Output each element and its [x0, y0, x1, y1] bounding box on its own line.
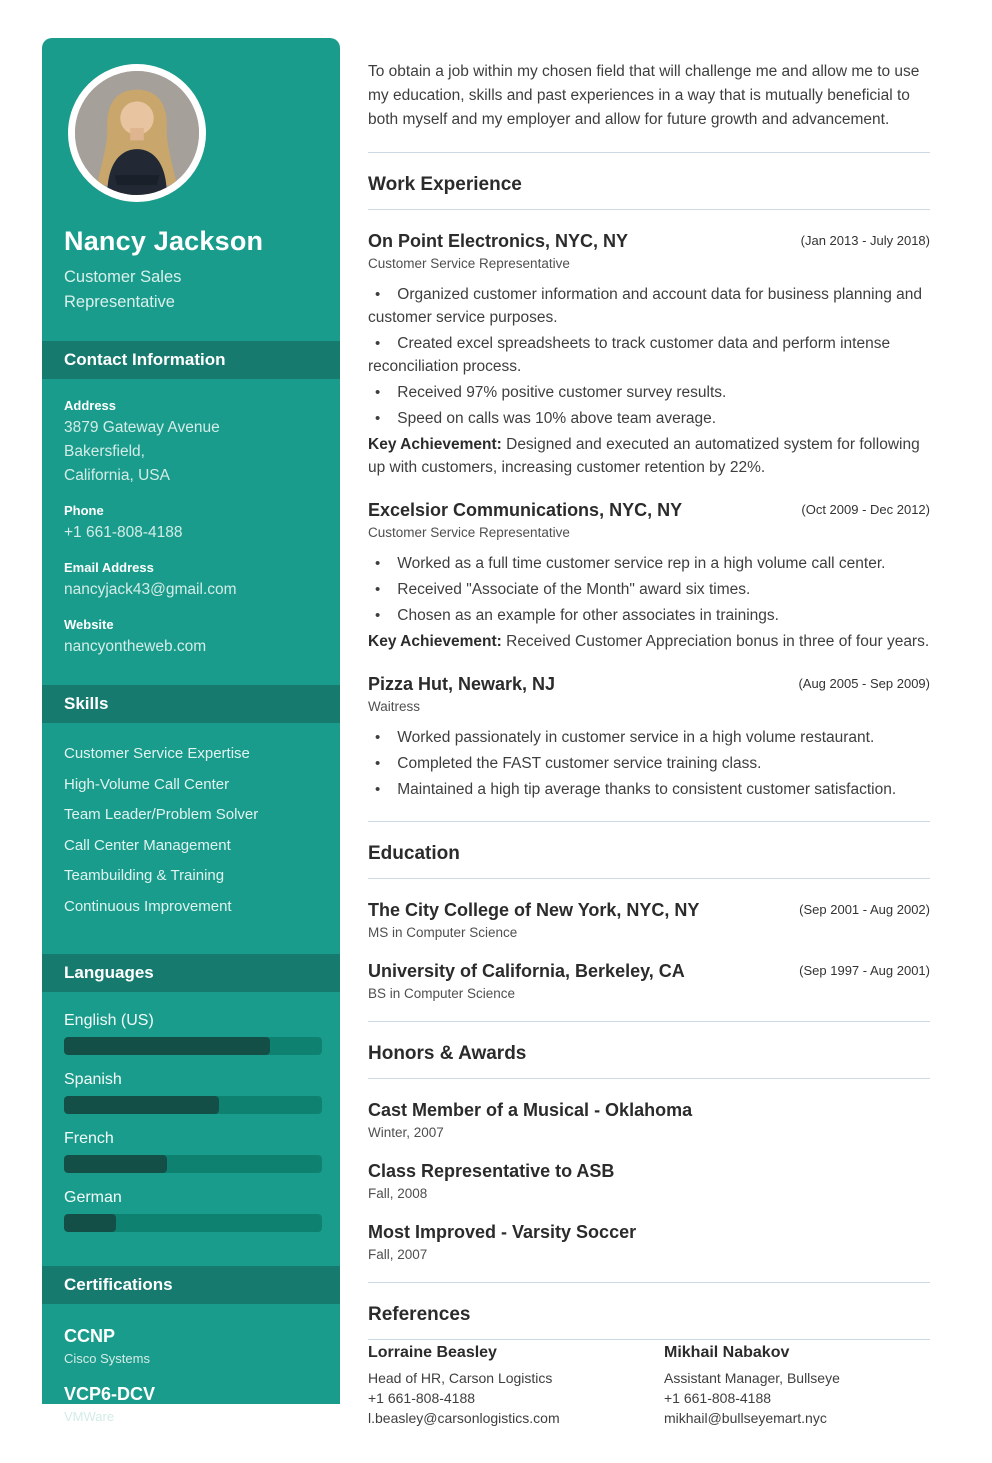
language-name: German: [64, 1189, 122, 1206]
honor-entry: [368, 1100, 930, 1140]
job-entry: [368, 500, 930, 653]
degree: BS in Computer Science: [368, 986, 516, 1001]
job-bullet: • Received "Associate of the Month" award six times.: [368, 578, 930, 601]
job-dates: (Aug 2005 - Sep 2009): [798, 676, 930, 691]
job-bullet-list: [368, 283, 930, 430]
contact-website: [64, 617, 322, 659]
language-level-bar: [64, 1155, 322, 1173]
job-bullet: • Completed the FAST customer service training class.: [368, 752, 930, 775]
school-name: University of California, Berkeley, CA: [368, 961, 685, 981]
honors-header: [368, 1021, 930, 1079]
job-bullet: • Created excel spreadsheets to track customer data and perform intense reconciliation process.: [368, 332, 930, 378]
education-header: [368, 821, 930, 879]
references-section: [368, 1282, 930, 1428]
language-level-bar: [64, 1037, 322, 1055]
languages-heading-label: Languages: [64, 963, 154, 982]
job-entry: [368, 674, 930, 801]
reference-entry: [368, 1344, 664, 1428]
sidebar: [42, 38, 340, 1462]
reference-role: Head of HR, Carson Logistics: [368, 1370, 553, 1386]
skill-item: Call Center Management: [64, 836, 231, 854]
job-key-achievement: [368, 433, 930, 479]
job-bullet: • Worked passionately in customer service in a high volume restaurant.: [368, 726, 930, 749]
contact-section-heading: [42, 341, 340, 379]
objective-text: To obtain a job within my chosen field that will challenge me and allow me to use my education, skills and past experiences in a way that is mutually beneficial to both myself and my employer and allow for future growth and advancement.: [368, 63, 920, 128]
contact-address: [64, 398, 322, 488]
reference-email: mikhail@bullseyemart.nyc: [664, 1410, 827, 1426]
language-item: [64, 1189, 322, 1232]
education-title: Education: [368, 843, 460, 864]
honor-entry: [368, 1161, 930, 1201]
references-title: References: [368, 1304, 471, 1325]
profile-photo: [68, 64, 206, 202]
language-level-fill: [64, 1096, 219, 1114]
skills-heading-label: Skills: [64, 694, 109, 713]
key-achievement-label: Key Achievement:: [368, 436, 502, 453]
language-item: [64, 1012, 322, 1055]
skills-list: [42, 735, 340, 922]
main-column: [368, 0, 930, 1428]
job-bullet: • Maintained a high tip average thanks to consistent customer satisfaction.: [368, 778, 930, 801]
contact-email: [64, 560, 322, 602]
skill-item: Customer Service Expertise: [64, 745, 250, 762]
language-name: English (US): [64, 1012, 154, 1029]
address-line: Bakersfield,: [64, 443, 145, 460]
honor-date: Winter, 2007: [368, 1125, 444, 1140]
job-key-achievement: [368, 630, 930, 653]
language-name: French: [64, 1130, 114, 1147]
person-job-title: Customer Sales Representative: [64, 268, 182, 311]
certification-issuer: VMWare: [64, 1409, 115, 1424]
contact-section: [42, 379, 340, 659]
job-dates: (Jan 2013 - July 2018): [800, 233, 930, 248]
job-bullet: • Chosen as an example for other associates in trainings.: [368, 604, 930, 627]
key-achievement-text: Designed and executed an automatized system for following up with customers, increasing customer retention by 22%.: [368, 436, 920, 476]
certification-issuer: Cisco Systems: [64, 1351, 150, 1366]
work-experience-section: [368, 152, 930, 801]
address-line: 3879 Gateway Avenue: [64, 419, 220, 436]
school-dates: (Sep 2001 - Aug 2002): [799, 902, 930, 917]
reference-role: Assistant Manager, Bullseye: [664, 1370, 840, 1386]
job-role: Customer Service Representative: [368, 256, 570, 271]
honor-date: Fall, 2007: [368, 1247, 428, 1262]
honor-date: Fall, 2008: [368, 1186, 428, 1201]
certification-name: VCP6-DCV: [64, 1384, 156, 1404]
job-bullet: • Worked as a full time customer service rep in a high volume call center.: [368, 552, 930, 575]
honor-name: Cast Member of a Musical - Oklahoma: [368, 1100, 693, 1120]
address-line: California, USA: [64, 467, 170, 484]
references-grid: [368, 1344, 930, 1428]
key-achievement-label: Key Achievement:: [368, 633, 502, 650]
skill-item: High-Volume Call Center: [64, 775, 230, 793]
reference-phone: +1 661-808-4188: [664, 1390, 772, 1406]
certification-item: [64, 1442, 322, 1463]
certification-item: [64, 1326, 322, 1366]
website-value: nancyontheweb.com: [64, 638, 207, 655]
education-entry: [368, 900, 930, 940]
key-achievement-text: Received Customer Appreciation bonus in three of four years.: [501, 633, 930, 650]
phone-value: +1 661-808-4188: [64, 524, 183, 541]
education-section: [368, 821, 930, 1001]
job-bullet: • Received 97% positive customer survey results.: [368, 381, 930, 404]
job-bullet-list: [368, 726, 930, 801]
education-entry: [368, 961, 930, 1001]
language-item: [64, 1130, 322, 1173]
language-level-fill: [64, 1037, 270, 1055]
school-name: The City College of New York, NYC, NY: [368, 900, 700, 920]
work-experience-title: Work Experience: [368, 174, 522, 195]
job-role: Waitress: [368, 699, 421, 714]
skill-item: Continuous Improvement: [64, 897, 232, 915]
certifications-section-heading: [42, 1266, 340, 1304]
certifications-list: [42, 1304, 340, 1463]
skill-item: Teambuilding & Training: [64, 867, 225, 884]
skill-item: Team Leader/Problem Solver: [64, 806, 259, 823]
language-level-fill: [64, 1155, 167, 1173]
job-bullet-list: [368, 552, 930, 627]
language-item: [64, 1071, 322, 1114]
languages-section-heading: [42, 954, 340, 992]
honors-section: [368, 1021, 930, 1262]
reference-name: Mikhail Nabakov: [664, 1344, 790, 1361]
person-name: Nancy Jackson: [64, 226, 264, 256]
job-company: Excelsior Communications, NYC, NY: [368, 500, 683, 520]
honor-name: Most Improved - Varsity Soccer: [368, 1222, 637, 1242]
phone-label: Phone: [64, 503, 104, 518]
language-level-bar: [64, 1096, 322, 1114]
email-value: nancyjack43@gmail.com: [64, 581, 237, 598]
job-bullet: • Organized customer information and account data for business planning and customer service purposes.: [368, 283, 930, 329]
reference-email: l.beasley@carsonlogistics.com: [368, 1410, 560, 1426]
language-level-bar: [64, 1214, 322, 1232]
school-dates: (Sep 1997 - Aug 2001): [799, 963, 930, 978]
language-level-fill: [64, 1214, 116, 1232]
job-bullet: • Speed on calls was 10% above team average.: [368, 407, 930, 430]
address-label: Address: [64, 398, 117, 413]
languages-list: [42, 992, 340, 1232]
job-company: On Point Electronics, NYC, NY: [368, 231, 629, 251]
website-label: Website: [64, 617, 114, 632]
honor-name: Class Representative to ASB: [368, 1161, 615, 1181]
reference-entry: [664, 1344, 930, 1428]
certifications-heading-label: Certifications: [64, 1275, 173, 1294]
contact-heading-label: Contact Information: [64, 350, 226, 369]
job-entry: [368, 231, 930, 479]
certification-name: CCNP: [64, 1326, 116, 1346]
certification-name: DCUCI Exam: [64, 1442, 175, 1462]
email-label: Email Address: [64, 560, 154, 575]
job-dates: (Oct 2009 - Dec 2012): [801, 502, 930, 517]
reference-name: Lorraine Beasley: [368, 1344, 497, 1361]
degree: MS in Computer Science: [368, 925, 518, 940]
job-role: Customer Service Representative: [368, 525, 570, 540]
references-header: [368, 1282, 930, 1340]
honor-entry: [368, 1222, 930, 1262]
language-name: Spanish: [64, 1071, 122, 1088]
headshot-placeholder-image: [75, 71, 199, 195]
certification-item: [64, 1384, 322, 1424]
reference-phone: +1 661-808-4188: [368, 1390, 476, 1406]
skills-section-heading: [42, 685, 340, 723]
honors-title: Honors & Awards: [368, 1043, 527, 1064]
contact-phone: [64, 503, 322, 545]
work-experience-header: [368, 152, 930, 210]
job-company: Pizza Hut, Newark, NJ: [368, 674, 556, 694]
